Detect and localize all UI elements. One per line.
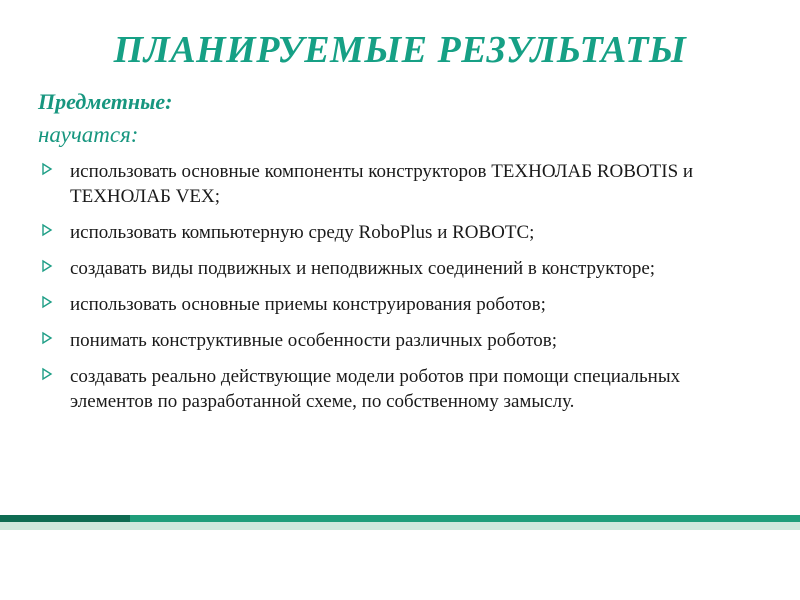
footer-accent-bar [0, 515, 130, 522]
list-item-label: использовать компьютерную среду RoboPlus и ROBOTC; [70, 222, 535, 243]
arrow-bullet-icon [41, 160, 61, 180]
bullet-list [38, 159, 762, 414]
list-item-label: создавать виды подвижных и неподвижных соединений в конструкторе; [70, 258, 656, 279]
list-item-label: использовать основные компоненты конструкторов ТЕХНОЛАБ ROBOTIS и ТЕХНОЛАБ VEX; [70, 161, 694, 207]
arrow-bullet-icon [41, 329, 61, 349]
list-item [38, 364, 762, 414]
list-item-label: использовать основные приемы конструирования роботов; [70, 294, 546, 315]
list-item-label: создавать реально действующие модели роботов при помощи специальных элементов по разработанной схеме, по собственному замыслу. [70, 366, 681, 412]
arrow-bullet-icon [41, 257, 61, 277]
subheading-subject: Предметные: [38, 89, 173, 114]
list-item [38, 159, 762, 209]
footer-light-bar [0, 522, 800, 530]
page-title: ПЛАНИРУЕМЫЕ РЕЗУЛЬТАТЫ [113, 29, 687, 71]
arrow-bullet-icon [41, 365, 61, 385]
subheading-will-learn: научатся: [38, 122, 139, 147]
slide-content [38, 86, 762, 425]
list-item [38, 292, 762, 317]
arrow-bullet-icon [41, 221, 61, 241]
list-item-label: понимать конструктивные особенности различных роботов; [70, 330, 558, 351]
list-item [38, 220, 762, 245]
list-item [38, 256, 762, 281]
list-item [38, 328, 762, 353]
arrow-bullet-icon [41, 293, 61, 313]
